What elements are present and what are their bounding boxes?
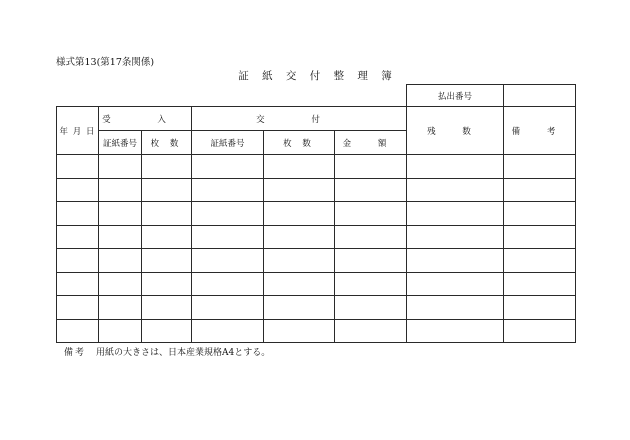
- remarks-cell[interactable]: [504, 296, 576, 320]
- issued-header: 交 付: [192, 107, 407, 131]
- received-count-cell[interactable]: [142, 319, 192, 343]
- received-header: 受 入: [99, 107, 192, 131]
- issued-amount-cell[interactable]: [335, 249, 407, 273]
- issued-stamp-number-cell[interactable]: [192, 319, 264, 343]
- remaining-count-cell[interactable]: [407, 178, 504, 202]
- note-label: 備考: [64, 348, 87, 358]
- issued-amount-cell[interactable]: [335, 202, 407, 226]
- issued-stamp-number-cell[interactable]: [192, 272, 264, 296]
- remaining-count-cell[interactable]: [407, 249, 504, 273]
- table-row: [57, 225, 576, 249]
- table-row: [57, 272, 576, 296]
- ledger-header-row-1: [57, 107, 576, 131]
- date-cell[interactable]: [57, 155, 99, 179]
- issued-stamp-number-cell[interactable]: [192, 249, 264, 273]
- issued-stamp-number-header: 証紙番号: [192, 131, 264, 155]
- issued-amount-cell[interactable]: [335, 272, 407, 296]
- issued-count-cell[interactable]: [264, 296, 335, 320]
- stamp-issuance-ledger-table: [56, 84, 576, 343]
- received-stamp-number-cell[interactable]: [99, 272, 142, 296]
- payout-number-header: 払出番号: [407, 85, 504, 107]
- issued-count-header: 枚 数: [264, 131, 335, 155]
- remarks-header: 備 考: [504, 107, 576, 155]
- footer-note: [64, 347, 270, 359]
- issued-count-cell[interactable]: [264, 225, 335, 249]
- date-cell[interactable]: [57, 272, 99, 296]
- issued-amount-cell[interactable]: [335, 178, 407, 202]
- table-row: [57, 202, 576, 226]
- remarks-cell[interactable]: [504, 319, 576, 343]
- received-count-cell[interactable]: [142, 296, 192, 320]
- table-row: [57, 296, 576, 320]
- table-row: [57, 319, 576, 343]
- issued-amount-cell[interactable]: [335, 155, 407, 179]
- issued-amount-cell[interactable]: [335, 296, 407, 320]
- received-count-cell[interactable]: [142, 225, 192, 249]
- table-row: [57, 178, 576, 202]
- issued-count-cell[interactable]: [264, 319, 335, 343]
- date-cell[interactable]: [57, 202, 99, 226]
- issued-amount-cell[interactable]: [335, 319, 407, 343]
- issued-count-cell[interactable]: [264, 202, 335, 226]
- date-cell[interactable]: [57, 296, 99, 320]
- remarks-cell[interactable]: [504, 272, 576, 296]
- received-stamp-number-cell[interactable]: [99, 296, 142, 320]
- received-count-header: 枚 数: [142, 131, 192, 155]
- remarks-cell[interactable]: [504, 178, 576, 202]
- top-left-blank-area: [57, 85, 407, 107]
- issued-stamp-number-cell[interactable]: [192, 155, 264, 179]
- remarks-cell[interactable]: [504, 155, 576, 179]
- issued-count-cell[interactable]: [264, 272, 335, 296]
- date-cell[interactable]: [57, 225, 99, 249]
- table-row: [57, 249, 576, 273]
- date-cell[interactable]: [57, 249, 99, 273]
- date-cell[interactable]: [57, 319, 99, 343]
- remaining-count-header: 残 数: [407, 107, 504, 155]
- note-text: 用紙の大きさは、日本産業規格A4とする。: [96, 348, 271, 358]
- issued-count-cell[interactable]: [264, 249, 335, 273]
- date-header: 年 月 日: [57, 107, 99, 155]
- received-stamp-number-cell[interactable]: [99, 249, 142, 273]
- remaining-count-cell[interactable]: [407, 155, 504, 179]
- remarks-cell[interactable]: [504, 225, 576, 249]
- remaining-count-cell[interactable]: [407, 225, 504, 249]
- remarks-cell[interactable]: [504, 202, 576, 226]
- received-count-cell[interactable]: [142, 272, 192, 296]
- received-count-cell[interactable]: [142, 249, 192, 273]
- remaining-count-cell[interactable]: [407, 202, 504, 226]
- issued-stamp-number-cell[interactable]: [192, 202, 264, 226]
- received-stamp-number-cell[interactable]: [99, 155, 142, 179]
- document-title: 証 紙 交 付 整 理 簿: [238, 70, 397, 82]
- received-stamp-number-cell[interactable]: [99, 202, 142, 226]
- issued-count-cell[interactable]: [264, 155, 335, 179]
- remaining-count-cell[interactable]: [407, 272, 504, 296]
- received-stamp-number-cell[interactable]: [99, 319, 142, 343]
- received-count-cell[interactable]: [142, 178, 192, 202]
- payout-number-value-cell[interactable]: [504, 85, 576, 107]
- issued-stamp-number-cell[interactable]: [192, 178, 264, 202]
- form-number: 様式第13(第17条関係): [56, 57, 155, 68]
- issued-amount-cell[interactable]: [335, 225, 407, 249]
- issued-stamp-number-cell[interactable]: [192, 296, 264, 320]
- remaining-count-cell[interactable]: [407, 319, 504, 343]
- received-stamp-number-cell[interactable]: [99, 225, 142, 249]
- issued-amount-header: 金 額: [335, 131, 407, 155]
- issued-count-cell[interactable]: [264, 178, 335, 202]
- date-cell[interactable]: [57, 178, 99, 202]
- remaining-count-cell[interactable]: [407, 296, 504, 320]
- ledger-top-row: [57, 85, 576, 107]
- received-stamp-number-header: 証紙番号: [99, 131, 142, 155]
- issued-stamp-number-cell[interactable]: [192, 225, 264, 249]
- received-count-cell[interactable]: [142, 202, 192, 226]
- received-count-cell[interactable]: [142, 155, 192, 179]
- received-stamp-number-cell[interactable]: [99, 178, 142, 202]
- remarks-cell[interactable]: [504, 249, 576, 273]
- table-row: [57, 155, 576, 179]
